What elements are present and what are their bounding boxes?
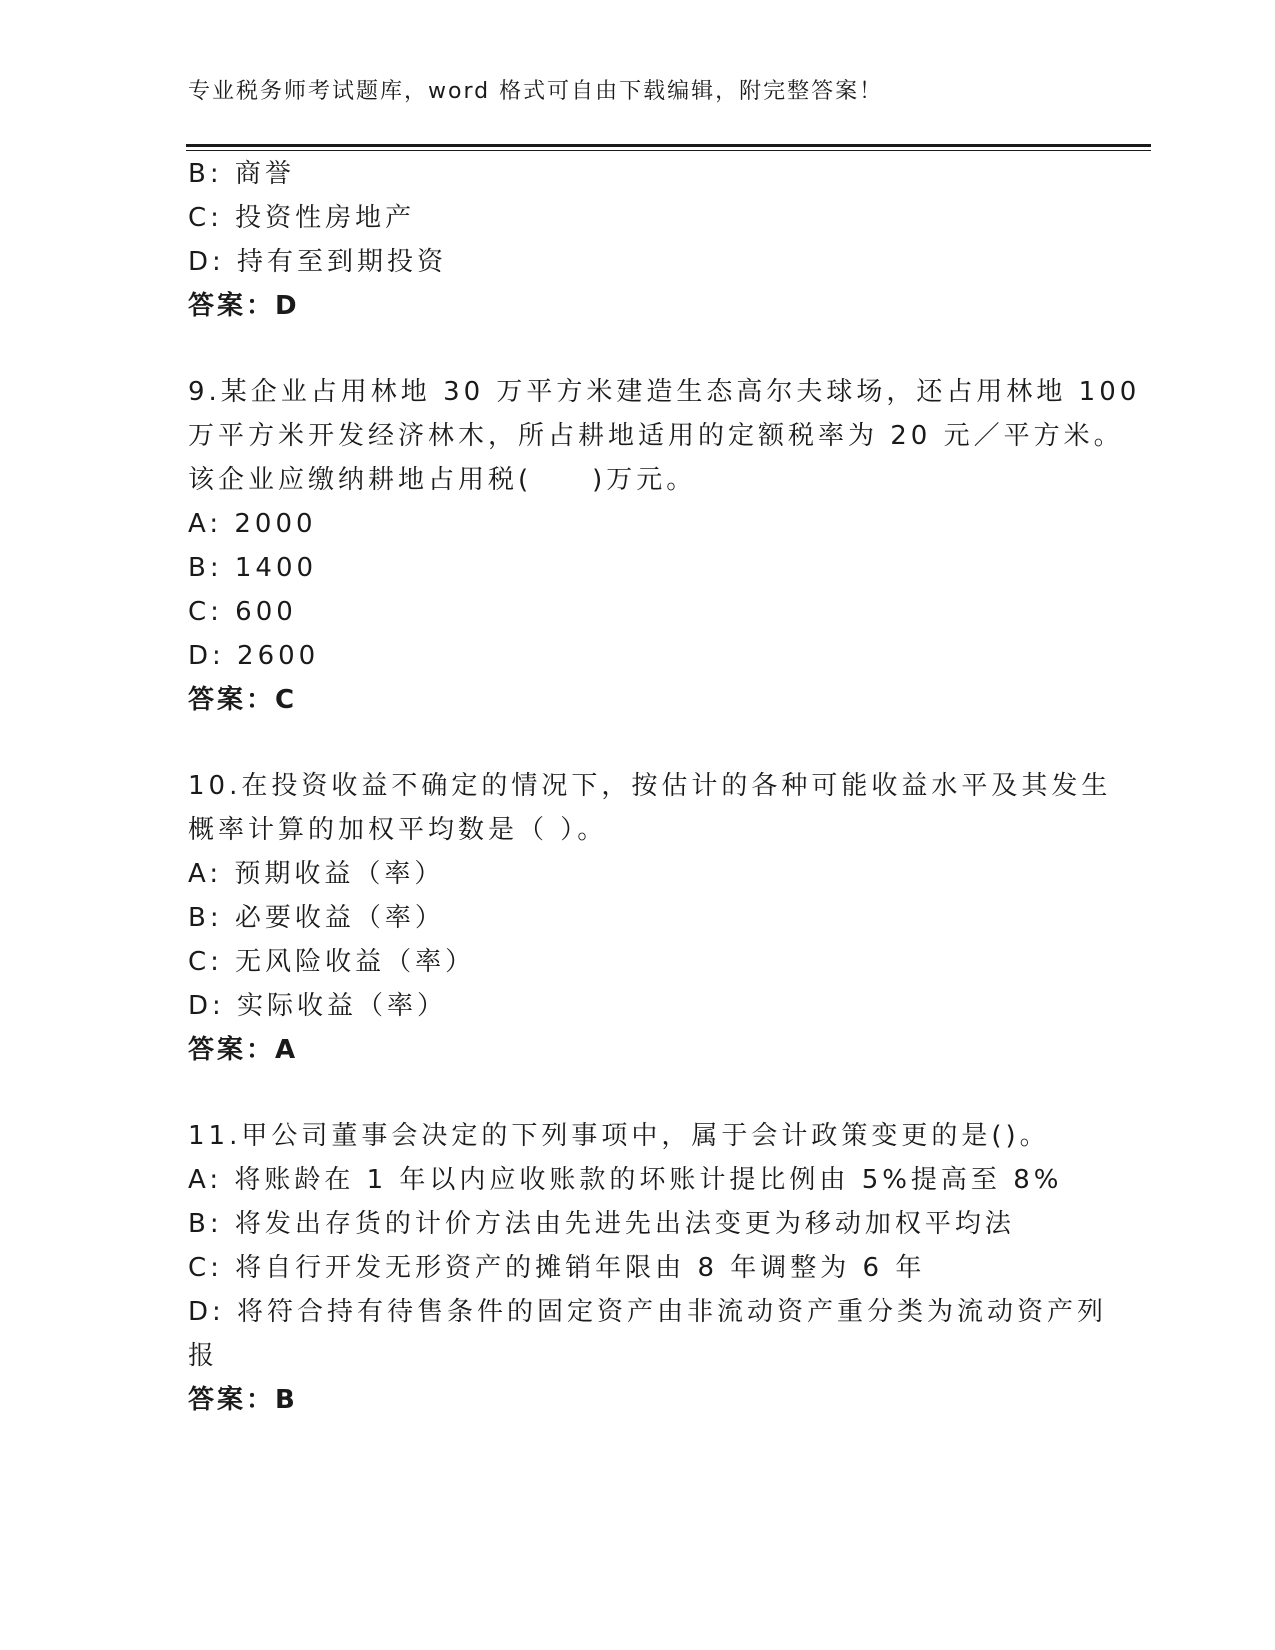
q9-option-d: D: 2600 (188, 641, 320, 671)
q9-stem-line-1: 9.某企业占用林地 30 万平方米建造生态高尔夫球场，还占用林地 100 (188, 377, 1141, 407)
q10-stem-line-1: 10.在投资收益不确定的情况下，按估计的各种可能收益水平及其发生 (188, 771, 1112, 801)
q11-stem-line-1: 11.甲公司董事会决定的下列事项中，属于会计政策变更的是()。 (188, 1121, 1050, 1151)
q10-stem-line-2: 概率计算的加权平均数是（ ）。 (188, 815, 608, 845)
q11-option-c: C: 将自行开发无形资产的摊销年限由 8 年调整为 6 年 (188, 1253, 926, 1283)
q9-option-a: A: 2000 (188, 509, 317, 539)
q11-answer: 答案：B (188, 1385, 298, 1415)
q10-answer: 答案：A (188, 1035, 299, 1065)
q11-option-a: A: 将账龄在 1 年以内应收账款的坏账计提比例由 5%提高至 8% (188, 1165, 1063, 1195)
q11-option-d-line-2: 报 (188, 1341, 219, 1371)
q11-option-d-line-1: D: 将符合持有待售条件的固定资产由非流动资产重分类为流动资产列 (188, 1297, 1108, 1327)
q8-option-b: B: 商誉 (188, 159, 295, 189)
q11-option-b: B: 将发出存货的计价方法由先进先出法变更为移动加权平均法 (188, 1209, 1015, 1239)
page-header: 专业税务师考试题库，word 格式可自由下载编辑，附完整答案！ (188, 79, 884, 104)
q9-option-c: C: 600 (188, 597, 297, 627)
q8-option-d: D: 持有至到期投资 (188, 247, 448, 277)
q9-stem-line-2: 万平方米开发经济林木，所占耕地适用的定额税率为 20 元／平方米。 (188, 421, 1124, 451)
q9-answer: 答案：C (188, 685, 298, 715)
header-rule-thin (186, 150, 1151, 151)
header-rule-thick (186, 144, 1151, 147)
q10-option-d: D: 实际收益（率） (188, 991, 448, 1021)
q8-answer: 答案：D (188, 291, 300, 321)
q8-option-c: C: 投资性房地产 (188, 203, 416, 233)
q10-option-b: B: 必要收益（率） (188, 903, 445, 933)
q9-stem-line-3: 该企业应缴纳耕地占用税( )万元。 (188, 465, 697, 495)
q10-option-c: C: 无风险收益（率） (188, 947, 476, 977)
q10-option-a: A: 预期收益（率） (188, 859, 445, 889)
q9-option-b: B: 1400 (188, 553, 318, 583)
